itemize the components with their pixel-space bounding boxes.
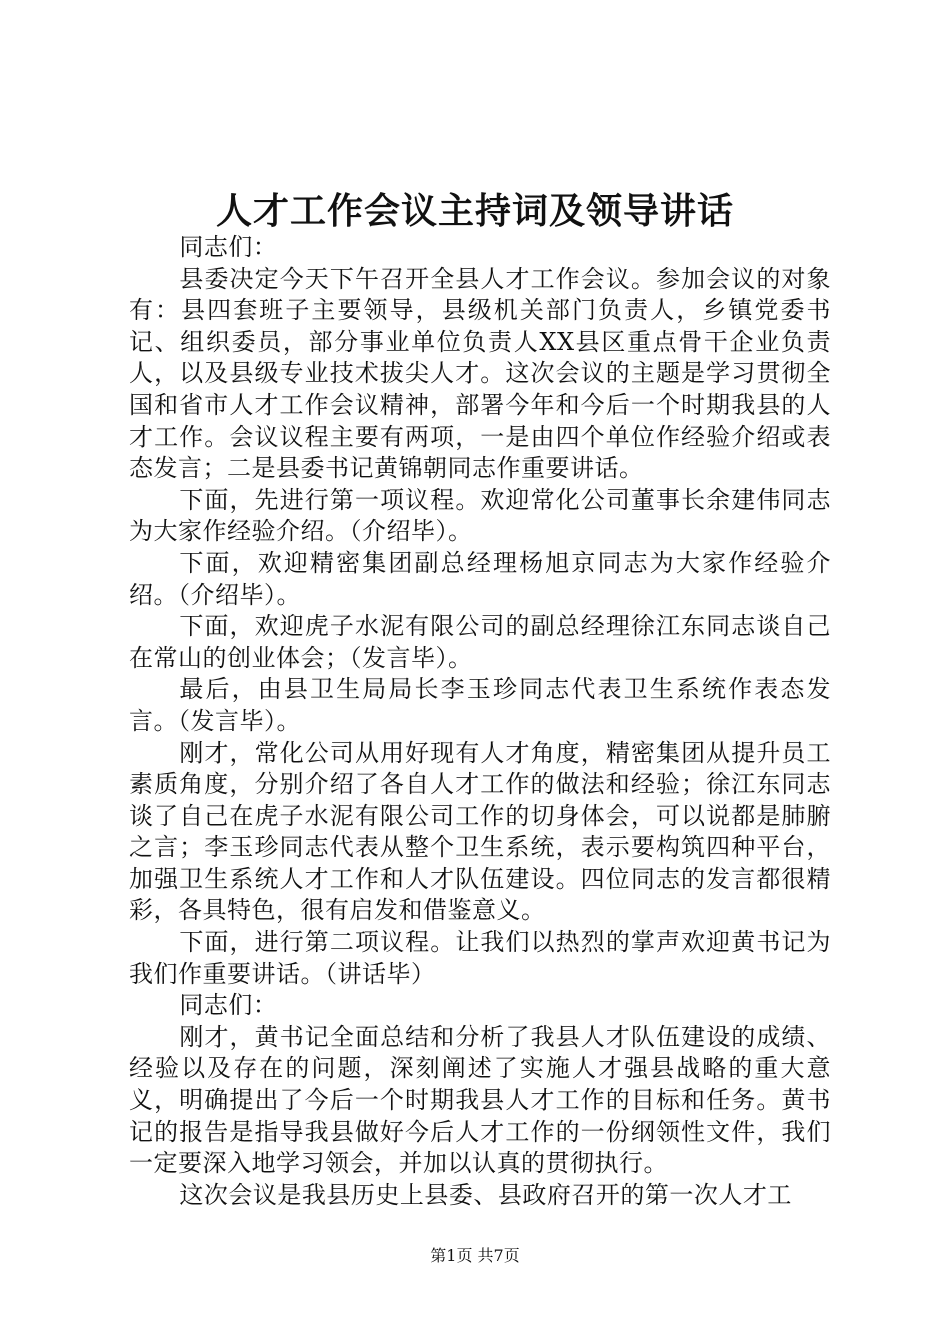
paragraph: 县委决定今天下午召开全县人才工作会议。参加会议的对象有：县四套班子主要领导，县级机关部门负责人，乡镇党委书记、组织委员，部分事业单位负责人XX县区重点骨干企业负责人，以及县级专业技术拔尖人才。这次会议的主题是学习贯彻全国和省市人才工作会议精神，部署今年和今后一个时期我县的人才工作。会议议程主要有两项，一是由四个单位作经验介绍或表态发言；二是县委书记黄锦朝同志作重要讲话。 bbox=[129, 264, 831, 483]
document-title: 人才工作会议主持词及领导讲话 bbox=[215, 190, 734, 232]
paragraph: 这次会议是我县历史上县委、县政府召开的第一次人才工 bbox=[179, 1180, 792, 1209]
paragraph: 刚才，常化公司从用好现有人才角度，精密集团从提升员工素质角度，分别介绍了各自人才工作的做法和经验；徐江东同志谈了自己在虎子水泥有限公司工作的切身体会，可以说都是肺腑之言；李玉珍同志代表从整个卫生系统，表示要构筑四种平台，加强卫生系统人才工作和人才队伍建设。四位同志的发言都很精彩，各具特色，很有启发和借鉴意义。 bbox=[129, 738, 831, 925]
paragraph: 下面，进行第二项议程。让我们以热烈的掌声欢迎黄书记为我们作重要讲话。（讲话毕） bbox=[129, 928, 831, 988]
paragraph: 下面，欢迎精密集团副总经理杨旭京同志为大家作经验介绍。（介绍毕）。 bbox=[129, 548, 831, 609]
paragraph: 同志们： bbox=[179, 233, 278, 261]
paragraph: 下面，先进行第一项议程。欢迎常化公司董事长余建伟同志为大家作经验介绍。（介绍毕）。 bbox=[129, 485, 831, 546]
paragraph: 最后，由县卫生局局长李玉珍同志代表卫生系统作表态发言。（发言毕）。 bbox=[129, 675, 831, 735]
paragraph: 刚才，黄书记全面总结和分析了我县人才队伍建设的成绩、经验以及存在的问题，深刻阐述了实施人才强县战略的重大意义，明确提出了今后一个时期我县人才工作的目标和任务。黄书记的报告是指导我县做好今后人才工作的一份纲领性文件，我们一定要深入地学习领会，并加以认真的贯彻执行。 bbox=[129, 1022, 831, 1178]
paragraph: 下面，欢迎虎子水泥有限公司的副总经理徐江东同志谈自己在常山的创业体会；（发言毕）。 bbox=[129, 612, 831, 672]
page-footer: 第1页 共7页 bbox=[430, 1246, 520, 1265]
document-body bbox=[129, 232, 831, 1211]
paragraph: 同志们： bbox=[179, 991, 278, 1020]
